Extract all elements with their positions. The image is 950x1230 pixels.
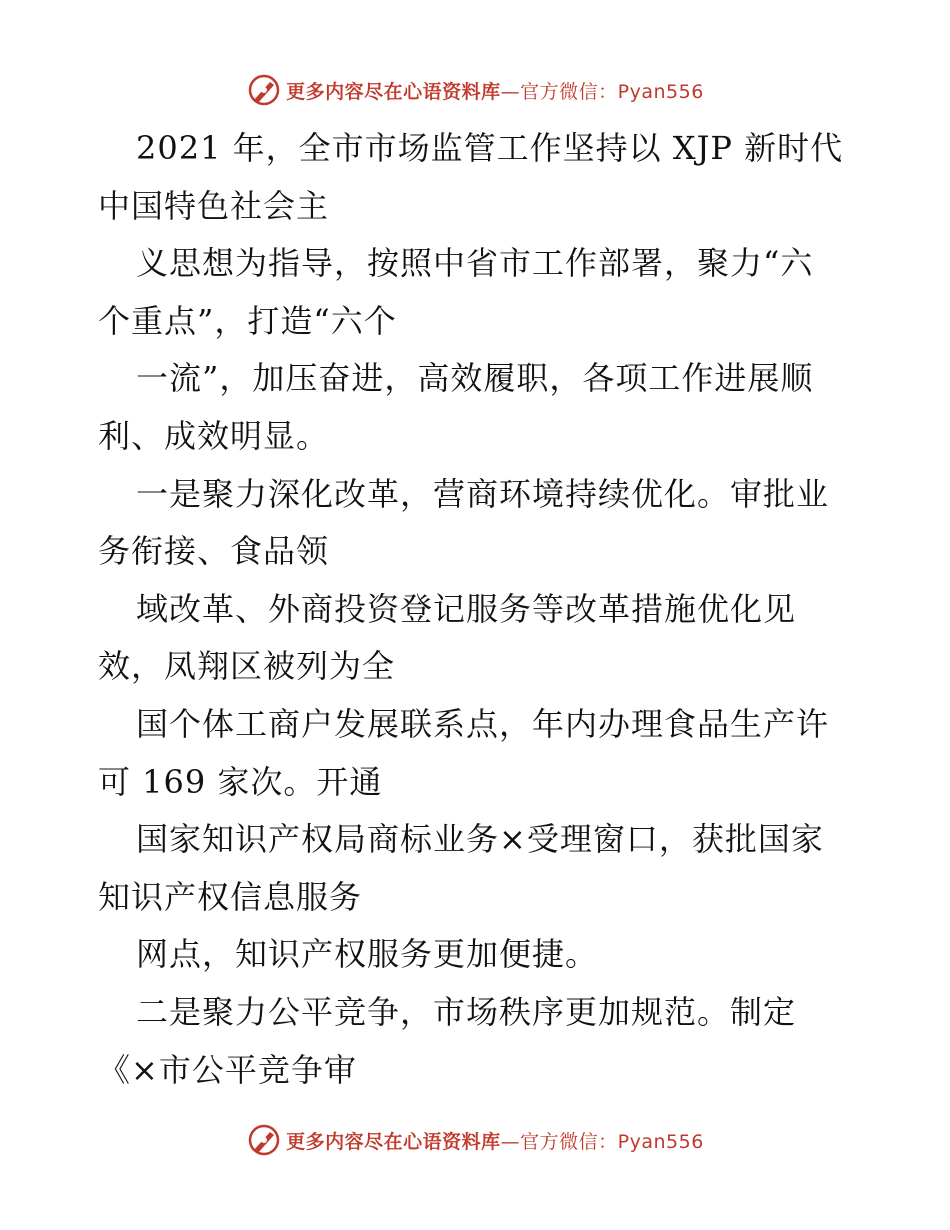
banner-text-main: 更多内容尽在心语资料库 [286,1130,501,1153]
text-line: 可 169 家次。开通 [98,762,383,801]
text-line: 域改革、外商投资登记服务等改革措施优化见 [136,589,797,628]
text-line: 一是聚力深化改革，营商环境持续优化。审批业 [136,474,830,513]
text-line: 中国特色社会主 [98,186,330,225]
text-line: 效，凤翔区被列为全 [98,647,396,686]
text-line: 国家知识产权局商标业务×受理窗口，获批国家 [136,820,824,859]
text-line: 网点，知识产权服务更加便捷。 [136,935,599,974]
text-line: 知识产权信息服务 [98,877,363,916]
text-line: 二是聚力公平竞争，市场秩序更加规范。制定 [136,992,797,1031]
banner-text [286,1127,704,1154]
pen-in-circle-logo [246,72,282,108]
text-line: 2021 年，全市市场监管工作坚持以 XJP 新时代 [136,129,844,167]
header-banner [0,70,950,110]
text-line: 国个体工商户发展联系点，年内办理食品生产许 [136,704,830,743]
text-line: 义思想为指导，按照中省市工作部署，聚力“六 [136,244,814,283]
banner-text [286,77,704,104]
pen-in-circle-logo [246,1122,282,1158]
text-line: 《×市公平竞争审 [98,1050,357,1089]
text-line: 务衔接、食品领 [98,532,330,571]
banner-text-main: 更多内容尽在心语资料库 [286,80,501,103]
footer-banner [0,1120,950,1160]
text-line: 个重点”，打造“六个 [98,301,397,340]
document-body [98,120,858,1099]
text-line: 一流”，加压奋进，高效履职，各项工作进展顺 [136,359,814,398]
text-line: 利、成效明显。 [98,416,330,455]
banner-text-contact: —官方微信：Pyan556 [500,80,704,103]
banner-text-contact: —官方微信：Pyan556 [500,1130,704,1153]
